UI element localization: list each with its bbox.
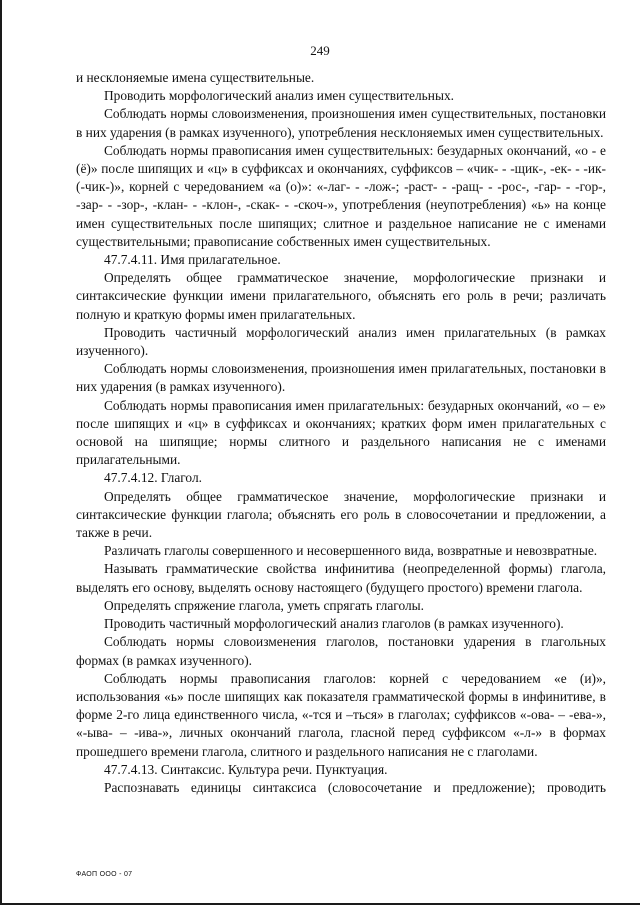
paragraph: 47.7.4.13. Синтаксис. Культура речи. Пунктуация. [104, 761, 388, 777]
paragraph: Соблюдать нормы словоизменения глаголов, постановки ударения в глагольных формах (в рамках изученного). [76, 634, 606, 668]
paragraph: Определять общее грамматическое значение, морфологические признаки и синтаксические функции глагола; объяснять его роль в словосочетании и предложении, а также в речи. [76, 488, 606, 541]
paragraph: Соблюдать нормы правописания имен прилагательных: безударных окончаний, «о – е» после шипящих и «ц» в суффиксах и окончаниях; кратких форм имен прилагательных с основой на шипящие; нормы слитного и раздельного написания не с именами прилагательными. [76, 397, 606, 468]
paragraph: Называть грамматические свойства инфинитива (неопределенной формы) глагола, выделять его основу, выделять основу настоящего (будущего простого) времени глагола. [76, 561, 606, 595]
paragraph: Соблюдать нормы словоизменения, произношения имен существительных, постановки в них ударения (в рамках изученного), употребления несклоняемых имен существительных. [76, 106, 606, 140]
paragraph: Проводить частичный морфологический анализ имен прилагательных (в рамках изученного). [76, 324, 606, 359]
paragraph: Проводить частичный морфологический анализ глаголов (в рамках изученного). [104, 616, 564, 632]
paragraph: Соблюдать нормы правописания глаголов: корней с чередованием «е (и)», использования «ь» после шипящих как показателя грамматической формы в инфинитиве, в форме 2-го лица единственного числа, «-тся и –ться» в глаголах; суффиксов «-ова- – -ева-», «-ыва- – -ива-», личных окончаний глагола, гласной перед суффиксом «-л-» в формах прошедшего времени глагола, слитного и раздельного написания не с глаголами. [76, 670, 606, 759]
paragraph: Соблюдать нормы правописания имен существительных: безударных окончаний, «о - е (ё)» после шипящих и «ц» в суффиксах и окончаниях, суффиксов – «чик- - -щик-, -ек- - -ик- (-чик-)», корней с чередованием «а (о)»: «-лаг- - -лож-; -раст- - -ращ- - -рос-, -гар- - -гор-, -зар- - -зор-, -клан- - -клон-, -скак- - -скоч-», употребления (неупотребления) «ь» на конце имен существительных после шипящих; слитное и раздельное написание не с именами существительными; правописание собственных имен существительных. [76, 142, 606, 249]
paragraph: и несклоняемые имена существительные. [76, 70, 315, 85]
page-left-border [0, 0, 2, 905]
paragraph: Различать глаголы совершенного и несовершенного вида, возвратные и невозвратные. [104, 543, 598, 559]
paragraph: Распознавать единицы синтаксиса (словосочетание и предложение); проводить [104, 779, 606, 795]
paragraph: 47.7.4.12. Глагол. [104, 470, 202, 486]
document-body [76, 69, 606, 797]
document-footer: ФАОП ООО - 07 [76, 871, 133, 878]
paragraph: Соблюдать нормы словоизменения, произношения имен прилагательных, постановки в них ударения (в рамках изученного). [76, 361, 606, 395]
page-number: 249 [310, 43, 330, 58]
paragraph: Определять общее грамматическое значение, морфологические признаки и синтаксические функции имени прилагательного, объяснять его роль в речи; различать полную и краткую формы имен прилагательных. [76, 270, 606, 322]
paragraph: Определять спряжение глагола, уметь спрягать глаголы. [104, 597, 424, 613]
paragraph: 47.7.4.11. Имя прилагательное. [104, 252, 281, 268]
paragraph: Проводить морфологический анализ имен существительных. [104, 88, 455, 104]
